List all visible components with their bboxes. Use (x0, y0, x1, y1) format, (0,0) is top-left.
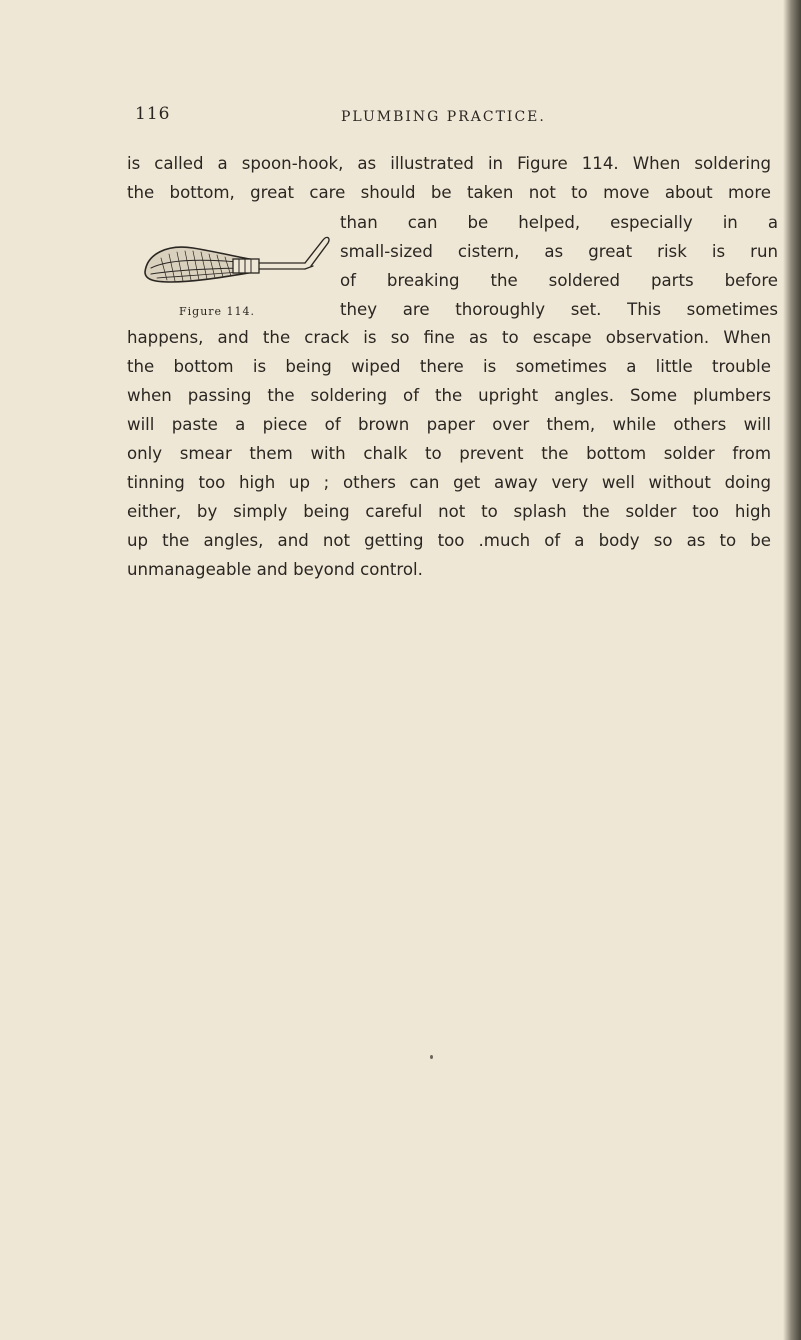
body-line: the bottom, great care should be taken not to move about more (127, 183, 771, 202)
body-line: the bottom is being wiped there is sometimes a little trouble (127, 357, 771, 376)
spoon-hook-illustration (137, 230, 333, 292)
body-line: tinning too high up ; others can get away very well without doing (127, 473, 771, 492)
body-line: small-sized cistern, as great risk is run (340, 242, 778, 261)
paper-speck (430, 1055, 433, 1059)
body-line: only smear them with chalk to prevent the bottom solder from (127, 444, 771, 463)
body-line: when passing the soldering of the upright angles. Some plumbers (127, 386, 771, 405)
body-line: than can be helped, especially in a (340, 213, 778, 232)
body-line: unmanageable and beyond control. (127, 560, 423, 579)
body-line: happens, and the crack is so fine as to escape observation. When (127, 328, 771, 347)
body-line: they are thoroughly set. This sometimes (340, 300, 778, 319)
body-line: up the angles, and not getting too .much of a body so as to be (127, 531, 771, 550)
body-line: of breaking the soldered parts before (340, 271, 778, 290)
page-edge-shadow (783, 0, 801, 1340)
body-line: will paste a piece of brown paper over them, while others will (127, 415, 771, 434)
body-line: either, by simply being careful not to splash the solder too high (127, 502, 771, 521)
running-head: PLUMBING PRACTICE. (341, 109, 546, 125)
figure-caption: Figure 114. (179, 305, 256, 318)
page-number: 116 (135, 104, 171, 124)
body-line: is called a spoon-hook, as illustrated in Figure 114. When soldering (127, 154, 771, 173)
